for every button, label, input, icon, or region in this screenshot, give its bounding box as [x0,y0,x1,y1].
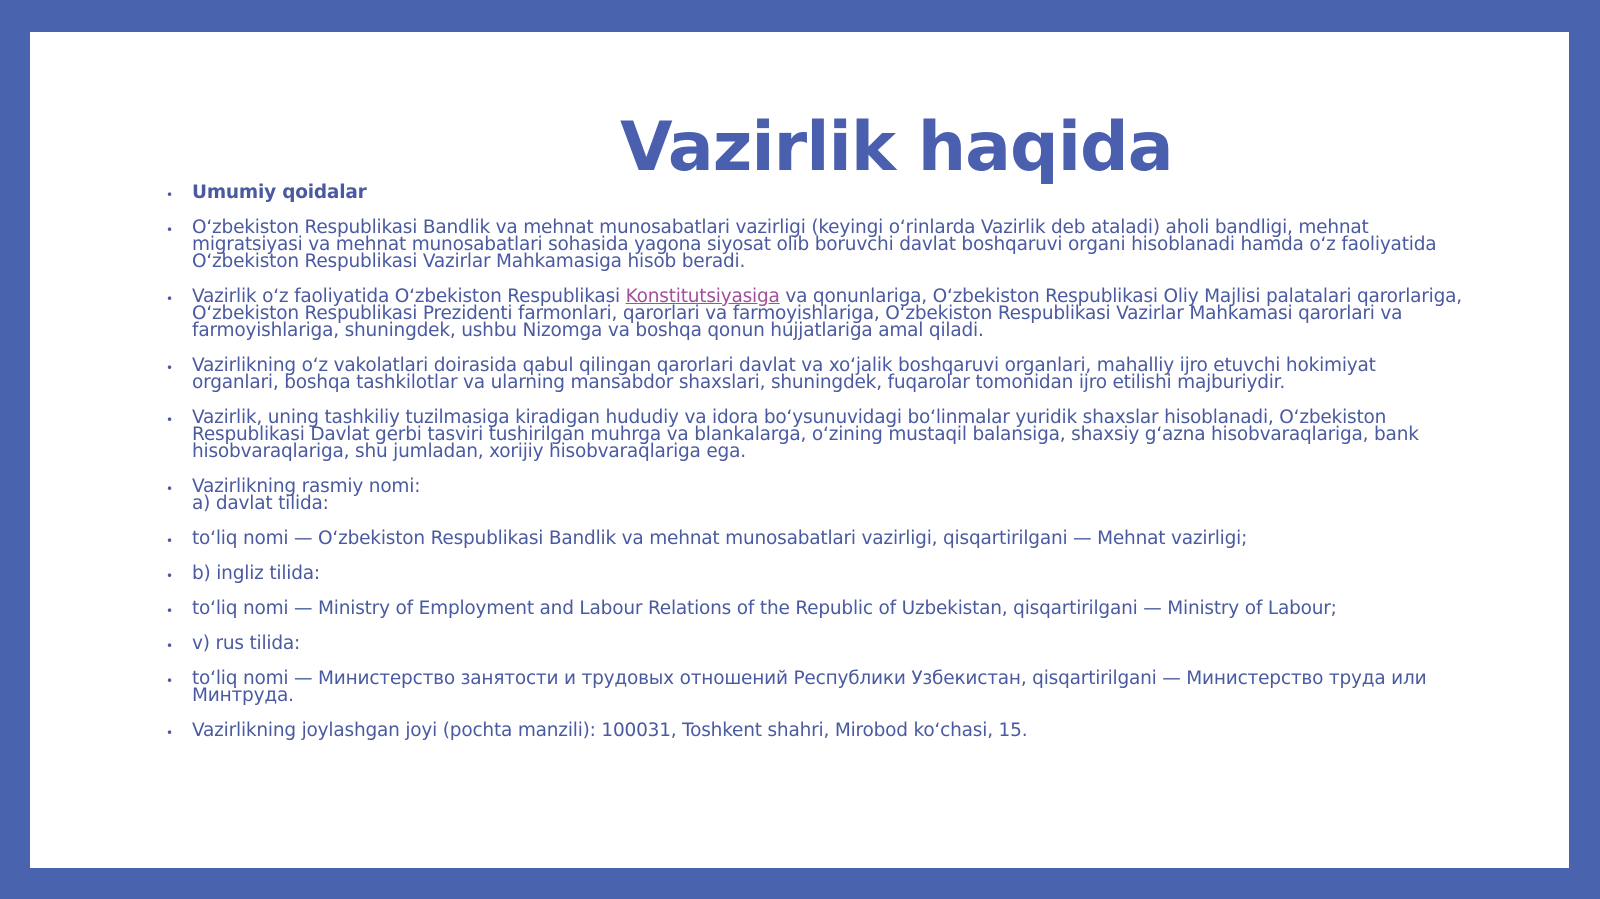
bullet-icon: • [166,223,173,237]
list-item [166,670,1466,704]
bullet-icon: • [166,569,173,583]
constitution-link[interactable]: Konstitutsiyasiga [625,286,780,307]
paragraph-text [192,476,420,514]
paragraph-text: Vazirlikning joylashgan joyi (pochta manzili): 100031, Toshkent shahri, Mirobod ko‘chasi, 15. [192,720,1028,741]
slide [30,32,1569,868]
section-heading: Umumiy qoidalar [192,182,367,203]
bullet-icon: • [166,674,173,688]
list-item [166,530,1466,547]
bullet-icon: • [166,726,173,740]
bullet-icon: • [166,639,173,653]
list-item [166,219,1466,270]
paragraph-text: O‘zbekiston Respublikasi Bandlik va mehnat munosabatlari vazirligi (keyingi o‘rinlarda Vazirlik deb ataladi) aholi bandligi, mehnat migratsiyasi va mehnat munosabatlari sohasida yagona siyosat olib boruvchi davlat boshqaruvi organi hisoblanadi hamda o‘z faoliyatida O‘zbekiston Respublikasi Vazirlar Mahkamasiga hisob beradi. [192,217,1437,272]
paragraph-text: to‘liq nomi — Ministry of Employment and Labour Relations of the Republic of Uzbekistan, qisqartirilgani — Ministry of Labour; [192,598,1337,619]
bullet-icon: • [166,292,173,306]
bullet-icon: • [166,534,173,548]
paragraph-text: to‘liq nomi — O‘zbekiston Respublikasi Bandlik va mehnat munosabatlari vazirligi, qisqartirilgani — Mehnat vazirligi; [192,528,1248,549]
bullet-icon: • [166,413,173,427]
list-item [166,409,1466,460]
paragraph-text-start: Vazirlik o‘z faoliyatida O‘zbekiston Respublikasi [192,286,626,307]
list-item [166,288,1466,339]
bullet-icon: • [166,188,173,202]
list-item [166,565,1466,582]
official-name-label: Vazirlikning rasmiy nomi: [192,476,421,497]
paragraph-text: Vazirlikning o‘z vakolatlari doirasida qabul qilingan qarorlari davlat va xo‘jalik boshqaruvi organlari, mahalliy ijro etuvchi hokimiyat organlari, boshqa tashkilotlar va ularning mansabdor shaxslari, shuningdek, fuqarolar tomonidan ijro etilishi majburiydir. [192,355,1376,393]
list-item [166,357,1466,391]
paragraph-text: Vazirlik, uning tashkiliy tuzilmasiga kiradigan hududiy va idora bo‘ysunuvidagi bo‘linmalar yuridik shaxslar hisoblanadi, O‘zbekiston Respublikasi Davlat gerbi tasviri tushirilgan muhrga va blankalarga, o‘zining mustaqil balansiga, shaxsiy g‘azna hisobvaraqlariga, bank hisobvaraqlariga, shu jumladan, xorijiy hisobvaraqlariga ega. [192,407,1419,462]
bullet-icon: • [166,361,173,375]
state-language-label: a) davlat tilida: [192,493,329,514]
paragraph-text: v) rus tilida: [192,633,301,654]
paragraph-text [192,286,1462,341]
list-item [166,635,1466,652]
list-item [166,722,1466,739]
bullet-icon: • [166,604,173,618]
list-item [166,600,1466,617]
list-item [166,478,1466,512]
bullet-list [166,184,1466,757]
paragraph-text: to‘liq nomi — Министерство занятости и трудовых отношений Республики Узбекистан, qisqartirilgani — Министерство труда или Минтруда. [192,668,1427,706]
bullet-icon: • [166,482,173,496]
paragraph-text: b) ingliz tilida: [192,563,320,584]
list-item [166,184,1466,201]
paragraph-text-end: va qonunlariga, O‘zbekiston Respublikasi Oliy Majlisi palatalari qarorlariga, O‘zbekiston Respublikasi Prezidenti farmonlari, qarorlari va farmoyishlariga, O‘zbekiston Respublikasi Vazirlar Mahkamasi qarorlari va farmoyishlariga, shuningdek, ushbu Nizomga va boshqa qonun hujjatlariga amal qiladi. [192,286,1462,341]
slide-title: Vazirlik haqida [620,108,1173,187]
